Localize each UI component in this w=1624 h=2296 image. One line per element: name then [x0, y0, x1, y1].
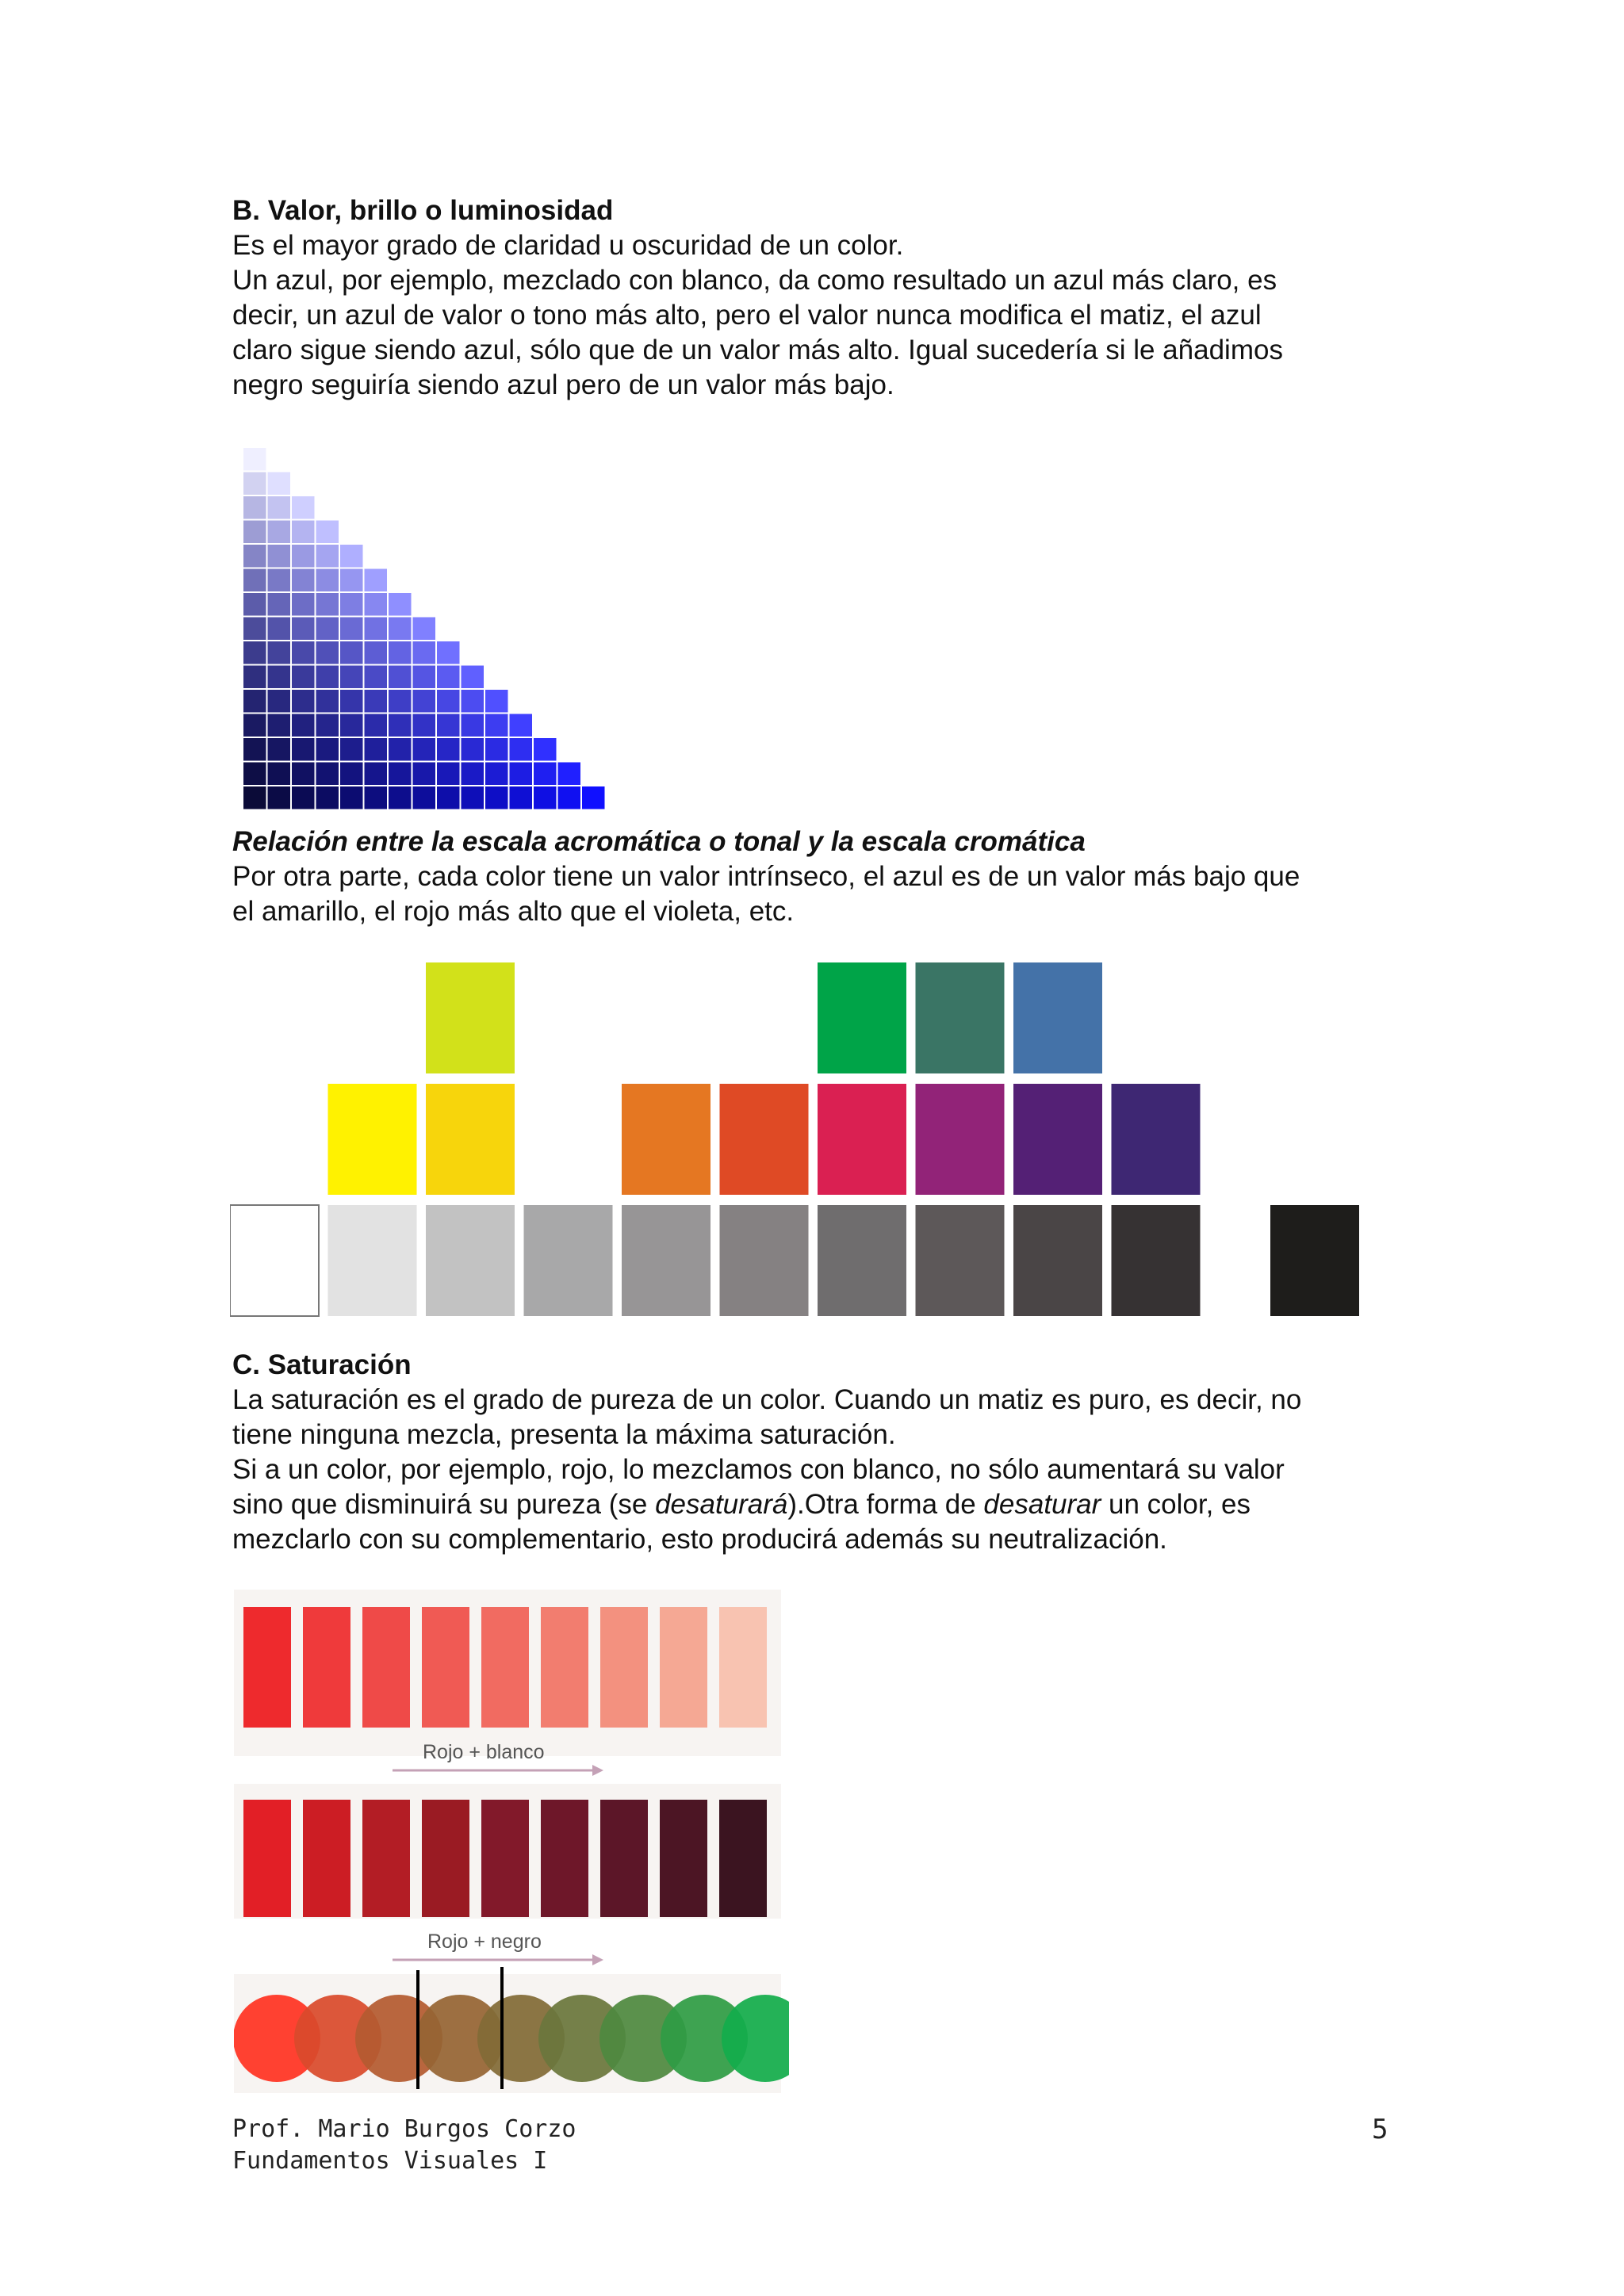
- value-swatch: [365, 641, 388, 664]
- red-white-swatch: [600, 1607, 648, 1728]
- value-swatch: [243, 666, 266, 689]
- value-swatch: [558, 786, 581, 809]
- red-white-swatch: [362, 1607, 410, 1728]
- value-swatch: [292, 521, 315, 544]
- red-black-strip: [243, 1800, 767, 1917]
- body-line: Un azul, por ejemplo, mezclado con blanco, da como resultado un azul más claro, es: [232, 265, 1277, 296]
- value-swatch: [268, 473, 291, 496]
- value-swatch: [485, 690, 508, 713]
- value-swatch: [243, 569, 266, 592]
- text-run: sino que disminuirá su pureza (se: [232, 1489, 656, 1520]
- body-line: [232, 1487, 1406, 1522]
- gray-scale-swatch: [916, 1205, 1005, 1316]
- value-swatch: [389, 618, 412, 641]
- chromatic-swatch: [720, 1084, 809, 1195]
- value-swatch: [316, 738, 339, 761]
- value-swatch: [268, 545, 291, 568]
- value-swatch: [413, 738, 436, 761]
- gray-scale-swatch: [426, 1205, 515, 1316]
- value-swatch: [462, 690, 485, 713]
- value-swatch: [413, 618, 436, 641]
- chromatic-swatch: [818, 1084, 906, 1195]
- value-swatch: [268, 738, 291, 761]
- red-white-swatch: [243, 1607, 291, 1728]
- value-swatch: [292, 763, 315, 786]
- caption-red-black: Rojo + negro: [427, 1931, 542, 1953]
- chromatic-swatch: [1112, 1084, 1201, 1195]
- gray-scale-swatch: [230, 1205, 319, 1316]
- red-black-swatch: [481, 1800, 529, 1917]
- value-swatch: [292, 641, 315, 664]
- value-swatch: [437, 641, 460, 664]
- value-swatch: [243, 448, 266, 471]
- body-line: La saturación es el grado de pureza de un color. Cuando un matiz es puro, es decir, no: [232, 1384, 1302, 1415]
- value-swatch: [389, 738, 412, 761]
- value-swatch: [389, 763, 412, 786]
- red-black-swatch: [362, 1800, 410, 1917]
- value-swatch: [437, 786, 460, 809]
- value-swatch: [365, 666, 388, 689]
- value-swatch: [437, 763, 460, 786]
- value-swatch: [510, 763, 533, 786]
- red-black-swatch: [541, 1800, 588, 1917]
- value-swatch: [316, 641, 339, 664]
- body-line: Si a un color, por ejemplo, rojo, lo mezclamos con blanco, no sólo aumentará su valor: [232, 1454, 1285, 1485]
- value-swatch: [292, 666, 315, 689]
- red-black-swatch: [600, 1800, 648, 1917]
- gray-scale-swatch: [1013, 1205, 1102, 1316]
- arrow-head: [592, 1954, 603, 1965]
- red-black-swatch: [303, 1800, 350, 1917]
- value-swatch: [437, 714, 460, 737]
- value-swatch: [340, 641, 363, 664]
- value-swatch: [340, 714, 363, 737]
- value-swatch: [510, 738, 533, 761]
- value-swatch: [340, 545, 363, 568]
- value-swatch: [365, 714, 388, 737]
- section-heading: B. Valor, brillo o luminosidad: [232, 195, 614, 226]
- value-swatch: [268, 666, 291, 689]
- value-swatch: [292, 545, 315, 568]
- gray-scale-swatch: [1270, 1205, 1359, 1316]
- value-swatch: [292, 618, 315, 641]
- section-heading: C. Saturación: [232, 1349, 412, 1380]
- value-swatch: [485, 786, 508, 809]
- value-swatch: [413, 666, 436, 689]
- red-white-swatch: [303, 1607, 350, 1728]
- red-white-swatch: [541, 1607, 588, 1728]
- value-swatch: [389, 593, 412, 616]
- value-swatch: [365, 786, 388, 809]
- value-swatch: [268, 569, 291, 592]
- footer-course: Fundamentos Visuales I: [232, 2147, 548, 2175]
- red-white-swatch: [660, 1607, 707, 1728]
- value-swatch: [243, 496, 266, 519]
- red-black-swatch: [243, 1800, 291, 1917]
- chromatic-swatch: [622, 1084, 710, 1195]
- value-swatch: [340, 738, 363, 761]
- blue-value-grid: [243, 448, 637, 813]
- chromatic-swatch: [1013, 1084, 1102, 1195]
- value-swatch: [243, 690, 266, 713]
- chromatic-swatch: [818, 962, 906, 1073]
- section-saturation: [232, 1348, 1406, 1557]
- value-swatch: [413, 714, 436, 737]
- value-swatch: [340, 569, 363, 592]
- value-swatch: [462, 763, 485, 786]
- section-subheading: Relación entre la escala acromática o tonal y la escala cromática: [232, 826, 1086, 857]
- value-swatch: [413, 641, 436, 664]
- value-swatch: [268, 763, 291, 786]
- body-line: mezclarlo con su complementario, esto producirá además su neutralización.: [232, 1524, 1167, 1555]
- tonal-chromatic-chart: [230, 961, 1372, 1318]
- body-line: claro sigue siendo azul, sólo que de un valor más alto. Igual sucedería si le añadimos: [232, 335, 1283, 365]
- value-swatch: [268, 521, 291, 544]
- value-swatch: [243, 618, 266, 641]
- value-swatch: [316, 666, 339, 689]
- value-swatch: [389, 690, 412, 713]
- value-swatch: [340, 690, 363, 713]
- text-run: un color, es: [1101, 1489, 1251, 1520]
- emphasis: desaturará: [655, 1489, 788, 1520]
- emphasis: desaturar: [983, 1489, 1101, 1520]
- gray-scale-swatch: [328, 1205, 417, 1316]
- complementary-circles: [234, 1995, 789, 2082]
- body-line: Por otra parte, cada color tiene un valor intrínseco, el azul es de un valor más bajo que: [232, 861, 1300, 892]
- value-swatch: [389, 714, 412, 737]
- value-swatch: [316, 690, 339, 713]
- body-line: decir, un azul de valor o tono más alto, pero el valor nunca modifica el matiz, el azul: [232, 300, 1262, 331]
- value-swatch: [268, 496, 291, 519]
- body-line: negro seguiría siendo azul pero de un valor más bajo.: [232, 369, 894, 400]
- value-swatch: [268, 690, 291, 713]
- gray-scale-swatch: [720, 1205, 809, 1316]
- section-value: [232, 193, 1406, 403]
- value-swatch: [462, 666, 485, 689]
- value-swatch: [510, 714, 533, 737]
- value-swatch: [316, 714, 339, 737]
- value-swatch: [243, 714, 266, 737]
- gray-scale-swatch: [818, 1205, 906, 1316]
- value-swatch: [292, 690, 315, 713]
- value-swatch: [365, 738, 388, 761]
- value-swatch: [243, 473, 266, 496]
- value-swatch: [534, 763, 557, 786]
- value-swatch: [413, 690, 436, 713]
- value-swatch: [292, 738, 315, 761]
- value-swatch: [462, 786, 485, 809]
- value-swatch: [340, 618, 363, 641]
- value-swatch: [268, 641, 291, 664]
- text-run: ).Otra forma de: [787, 1489, 984, 1520]
- chromatic-swatch: [328, 1084, 417, 1195]
- red-white-swatch: [422, 1607, 469, 1728]
- value-swatch: [243, 786, 266, 809]
- gray-scale-swatch: [622, 1205, 710, 1316]
- value-swatch: [437, 666, 460, 689]
- body-line: Es el mayor grado de claridad u oscuridad de un color.: [232, 230, 904, 261]
- section-relation: [232, 825, 1406, 929]
- value-swatch: [413, 786, 436, 809]
- value-swatch: [316, 569, 339, 592]
- arrow-head: [592, 1765, 603, 1776]
- red-black-swatch: [660, 1800, 707, 1917]
- value-swatch: [462, 714, 485, 737]
- value-swatch: [437, 738, 460, 761]
- saturation-figure: [234, 1590, 789, 2097]
- chromatic-swatch: [426, 1084, 515, 1195]
- value-swatch: [292, 714, 315, 737]
- red-white-swatch: [719, 1607, 767, 1728]
- gray-scale-swatch: [524, 1205, 613, 1316]
- value-swatch: [316, 545, 339, 568]
- value-swatch: [389, 641, 412, 664]
- footer: [232, 2114, 576, 2177]
- value-swatch: [292, 496, 315, 519]
- value-swatch: [365, 763, 388, 786]
- value-swatch: [243, 593, 266, 616]
- value-swatch: [243, 641, 266, 664]
- value-swatch: [582, 786, 605, 809]
- value-swatch: [340, 666, 363, 689]
- value-swatch: [268, 714, 291, 737]
- value-swatch: [316, 763, 339, 786]
- body-line: tiene ninguna mezcla, presenta la máxima saturación.: [232, 1419, 896, 1450]
- red-black-swatch: [719, 1800, 767, 1917]
- red-white-strip: [243, 1607, 767, 1728]
- red-black-swatch: [422, 1800, 469, 1917]
- footer-author: Prof. Mario Burgos Corzo: [232, 2115, 576, 2143]
- caption-red-white: Rojo + blanco: [423, 1741, 545, 1763]
- value-swatch: [268, 618, 291, 641]
- value-swatch: [316, 786, 339, 809]
- value-swatch: [534, 738, 557, 761]
- value-swatch: [413, 763, 436, 786]
- value-swatch: [485, 714, 508, 737]
- chromatic-swatch: [426, 962, 515, 1073]
- body-line: el amarillo, el rojo más alto que el violeta, etc.: [232, 896, 795, 927]
- red-white-swatch: [481, 1607, 529, 1728]
- value-swatch: [462, 738, 485, 761]
- value-swatch: [485, 763, 508, 786]
- value-swatch: [243, 545, 266, 568]
- value-swatch: [243, 763, 266, 786]
- value-swatch: [485, 738, 508, 761]
- value-swatch: [437, 690, 460, 713]
- value-swatch: [365, 618, 388, 641]
- value-swatch: [268, 786, 291, 809]
- value-swatch: [365, 593, 388, 616]
- chromatic-swatch: [1013, 962, 1102, 1073]
- value-swatch: [389, 786, 412, 809]
- value-swatch: [365, 690, 388, 713]
- value-swatch: [558, 763, 581, 786]
- value-swatch: [365, 569, 388, 592]
- chromatic-swatch: [916, 1084, 1005, 1195]
- chromatic-swatch: [916, 962, 1005, 1073]
- value-swatch: [316, 618, 339, 641]
- value-swatch: [340, 593, 363, 616]
- value-swatch: [340, 786, 363, 809]
- value-swatch: [534, 786, 557, 809]
- value-swatch: [340, 763, 363, 786]
- value-swatch: [292, 593, 315, 616]
- page-number: 5: [1372, 2114, 1388, 2145]
- value-swatch: [316, 521, 339, 544]
- gray-scale-swatch: [1112, 1205, 1201, 1316]
- value-swatch: [510, 786, 533, 809]
- value-swatch: [243, 521, 266, 544]
- value-swatch: [243, 738, 266, 761]
- value-swatch: [268, 593, 291, 616]
- value-swatch: [292, 786, 315, 809]
- value-swatch: [292, 569, 315, 592]
- value-swatch: [389, 666, 412, 689]
- value-swatch: [316, 593, 339, 616]
